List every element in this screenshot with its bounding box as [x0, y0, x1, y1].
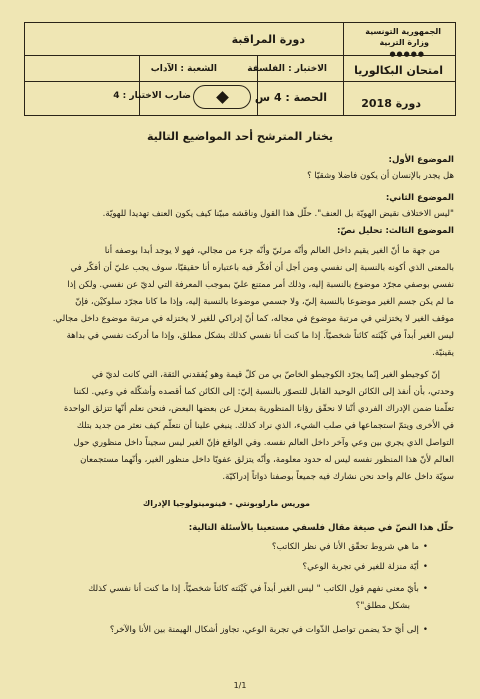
subject-label: الاختبار : الفلسفة — [247, 64, 327, 74]
exam-title: امتحان البكالوريا — [354, 64, 443, 77]
text-line: ليس الغير أبداً في كَيْنَته كائناً شخصيّاً. إذا ما كنت أنا نفسي كذلك بشكل مطلق، وإذا ما أدركت نفسي في بداهة — [66, 331, 454, 341]
bullet-icon: • — [422, 542, 428, 552]
text-source: موريس مارلوبونتي - فينومينولوجيا الإدراك — [142, 499, 310, 508]
text-line: موقف الغير لا يختزلني في مرتبة موضوع في مجاله، كما أنّ إدراكي للغير لا يختزله في مرتبة موضوع داخل مجالي. — [52, 314, 454, 324]
diamond-emblem — [193, 85, 251, 109]
header-divider — [25, 81, 455, 82]
bullet-icon: • — [422, 584, 428, 594]
question-item-continued: بشكل مطلق"؟ — [355, 601, 410, 611]
question-item: •ما هي شروط تحقّق الأنا في نظر الكاتب؟ — [271, 542, 428, 552]
header-stars: ●●●●● — [389, 50, 425, 58]
session-year: دورة 2018 — [361, 97, 421, 110]
text-line: بالمعنى الذي أكونه بالنسبة إلى نفسي ومن أجل أن أفكّر فيه باعتباره أنا حقيقيّا، سوف يجب عليّ أن أفكّر في — [70, 263, 454, 273]
text-line: في الأخرى ويتمّ استجماعها في صلب الشيء، الذي نراد كذلك. ينبغي علينا أن نتعلّم كيف نعثر من جديد بتلك — [76, 421, 454, 431]
text-line: التواصل الذي يجري بين وعي وآخر داخل العالم نفسه. وفي الواقع فإنّ الغير ليس سجيناً داخل منظوري حول — [73, 438, 454, 448]
session-type: دورة المراقبة — [231, 33, 305, 46]
text-line: يقينيّة. — [432, 348, 454, 358]
text-line: وحدتي، بأن أنفذ إلى الكائن الوحيد القابل للتصوّر بالنسبة إليّ: إلى الكائن كما أقصده وأشكّله في وعيي. لكننا — [73, 387, 454, 397]
header-divider — [343, 23, 344, 115]
page-number: 1/1 — [233, 681, 247, 690]
bullet-icon: • — [422, 562, 428, 572]
topic2-heading: الموضوع الثاني: — [385, 193, 454, 203]
instruction: يختار المترشح أحد المواضيع التالية — [146, 130, 334, 143]
diamond-icon — [216, 91, 229, 104]
question-item: •أيّة منزلة للغير في تجربة الوعي؟ — [302, 562, 428, 572]
topic3-heading: الموضوع الثالث: تحليل نصّ: — [336, 226, 454, 236]
exam-header — [24, 22, 456, 116]
topic2-text: "ليس الاختلاف نقيض الهويّة بل العنف". حلّل هذا القول وناقشه مبيّنا كيف يكون العنف تهديدا للهويّة. — [102, 209, 454, 219]
section-label: الشعبة : الآداب — [150, 64, 217, 74]
ministry-label: وزارة التربية — [379, 38, 429, 47]
text-line: إنّ كوجيطو الغير إنّما يجرّد الكوجيطو الخاصّ بي من كلّ قيمة وهو يُفقدني الثقة، التي كانت لديّ في — [91, 370, 440, 380]
text-line: العالم لأنّ هذا المنظور نفسه ليس له حدود معلومة، وأنّه يتزلق عفويّا داخل منظور الغير، وأنّهما مستجمعان — [80, 455, 454, 465]
text-line: ما لم يكن جسم الغير موضوعا بالنسبة إليّ، ولا جسمي موضوعا بالنسبة إليه، وإذا ما كانا مجرّد سلوكيْن، فإنّ — [75, 297, 454, 307]
questions-intro: حلّل هذا النصّ في صيغة مقال فلسفي مستعينا بالأسئلة التالية: — [188, 523, 454, 533]
text-line: سويّة داخل عالم واحد نحن نشارك فيه جميعاً بوصفنا ذواتاً إدراكيّة. — [222, 472, 454, 482]
question-item: •بأيّ معنى نفهم قول الكاتب " ليس الغير أبداً في كَيْنَته كائناً شخصيّاً. إذا ما كنت أنا نفسي كذلك — [88, 584, 428, 594]
topic1-heading: الموضوع الأول: — [388, 155, 454, 165]
topic1-text: هل يجدر بالإنسان أن يكون فاضلا وشقيّا ؟ — [307, 171, 454, 181]
header-divider — [139, 55, 140, 115]
republic-label: الجمهورية التونسية — [365, 27, 441, 36]
text-line: نفسي بوصفي مجرّد موضوع بالنسبة إليه، وذلك أمر ممتنع عليّ بموجب المعرفة التي لديّ عن نفسي. ولكن إذا — [67, 280, 454, 290]
text-line: تعلّمنا ضمن الإدراك الفردي أنّنا لا نحقّق رؤانا المنظورية بمعزل عن بعضها البعض، فنحن نعلم أنّها تتزلق الواحدة — [63, 404, 454, 414]
text-line: من جهة ما أنّ الغير يقيم داخل العالم وأنّه مرئيّ وأنّه جزء من مجالي، فهو لا يوجد أبدا بوصفه أنا — [104, 246, 440, 256]
hours-label: الحصة : 4 س — [254, 91, 327, 104]
bullet-icon: • — [422, 625, 428, 635]
question-item: •إلى أيّ حدّ يضمن تواصل الذّوات في تجربة الوعي، تجاوز أشكال الهيمنة بين الأنا والآخر؟ — [109, 625, 428, 635]
coefficient-label: ضارب الاختبار : 4 — [113, 91, 191, 101]
